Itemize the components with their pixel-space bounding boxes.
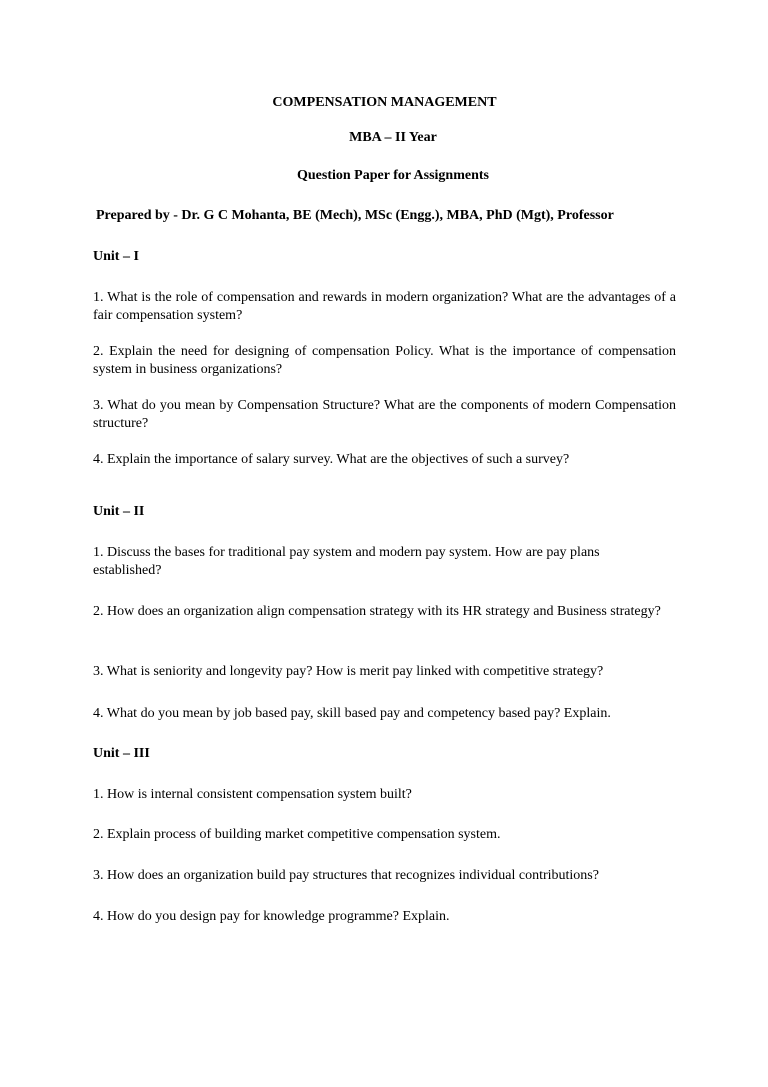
unit-2-question-2: 2. How does an organization align compensation strategy with its HR strategy and Business strategy? xyxy=(93,604,661,619)
document-subtitle: Question Paper for Assignments xyxy=(297,168,489,183)
unit-1-heading: Unit – I xyxy=(93,249,139,264)
unit-3-question-1: 1. How is internal consistent compensation system built? xyxy=(93,787,412,802)
prepared-by: Prepared by - Dr. G C Mohanta, BE (Mech), MSc (Engg.), MBA, PhD (Mgt), Professor xyxy=(96,208,614,223)
course-label: MBA – II Year xyxy=(349,130,437,145)
unit-3-question-4: 4. How do you design pay for knowledge programme? Explain. xyxy=(93,909,450,924)
unit-3-question-2: 2. Explain process of building market competitive compensation system. xyxy=(93,827,501,842)
document-title: COMPENSATION MANAGEMENT xyxy=(272,95,497,110)
unit-1-question-4: 4. Explain the importance of salary survey. What are the objectives of such a survey? xyxy=(93,452,570,467)
unit-2-heading: Unit – II xyxy=(93,504,145,519)
unit-2-question-4: 4. What do you mean by job based pay, skill based pay and competency based pay? Explain. xyxy=(93,706,611,721)
unit-3-heading: Unit – III xyxy=(93,746,150,761)
unit-1-question-2: 2. Explain the need for designing of compensation Policy. What is the importance of compensation system in business organizations? xyxy=(93,344,676,377)
unit-2-question-1: 1. Discuss the bases for traditional pay system and modern pay system. How are pay plans established? xyxy=(93,545,600,578)
unit-3-question-3: 3. How does an organization build pay structures that recognizes individual contributions? xyxy=(93,868,599,883)
unit-2-question-3: 3. What is seniority and longevity pay? How is merit pay linked with competitive strategy? xyxy=(93,664,604,679)
unit-1-question-3: 3. What do you mean by Compensation Structure? What are the components of modern Compensation structure? xyxy=(93,398,676,431)
unit-1-question-1: 1. What is the role of compensation and rewards in modern organization? What are the advantages of a fair compensation system? xyxy=(93,290,676,323)
